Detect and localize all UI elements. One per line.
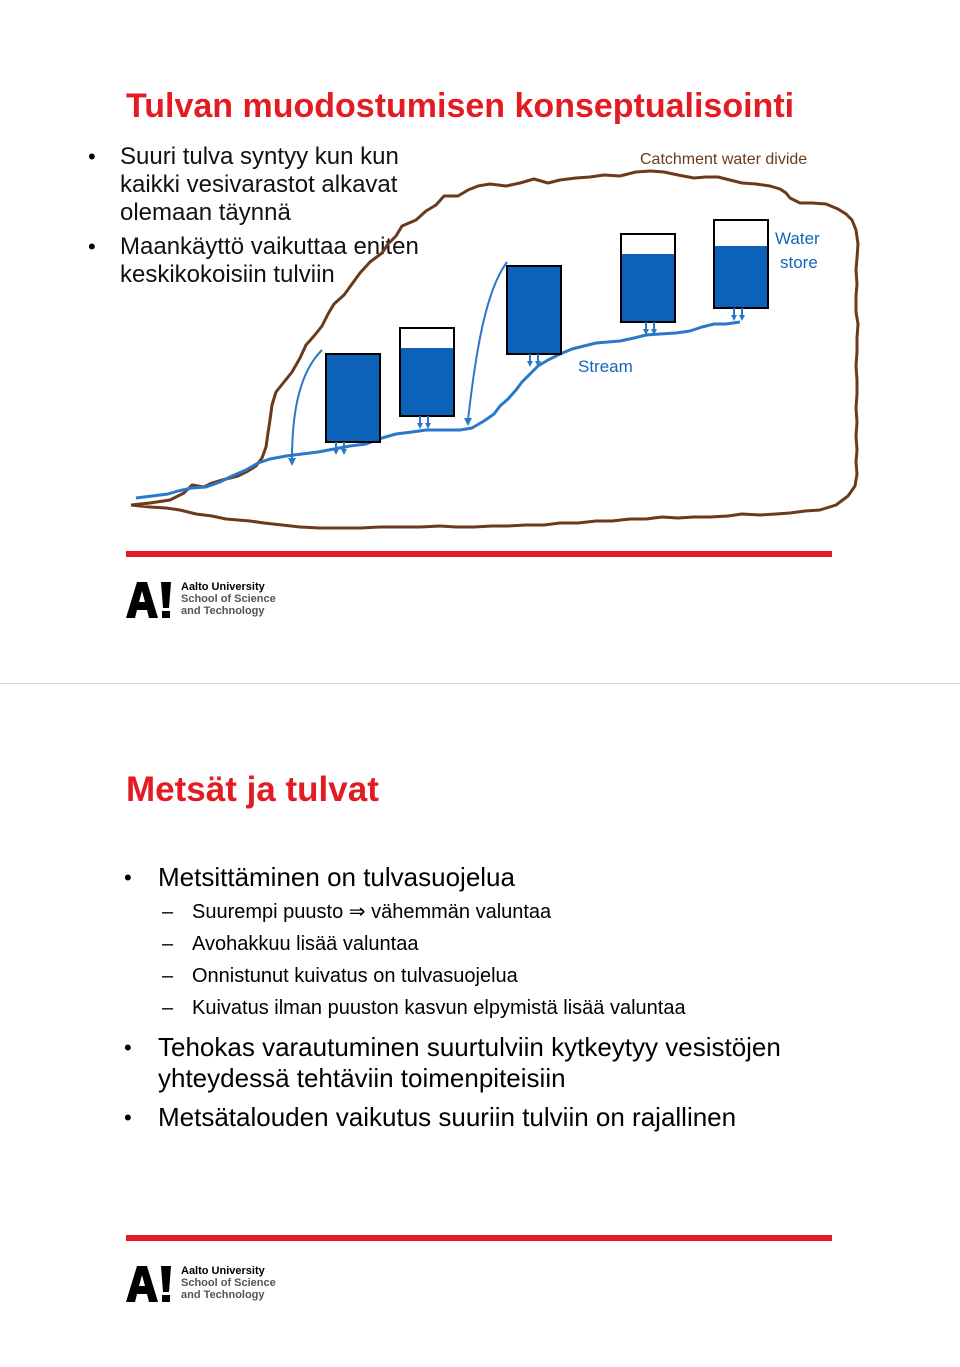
water-store xyxy=(714,220,768,321)
water-store xyxy=(400,328,454,429)
aalto-logo-mark xyxy=(126,1264,176,1304)
sub-bullet-list xyxy=(192,896,858,1024)
slide-2-bullet-list xyxy=(158,862,858,1141)
sub-bullet-item: – Suurempi puusto ⇒ vähemmän valuntaa xyxy=(192,896,858,928)
sub-bullet-item: – Kuivatus ilman puuston kasvun elpymistä lisää valuntaa xyxy=(192,992,858,1024)
aalto-logo-mark xyxy=(126,580,176,620)
water-store-label: store xyxy=(780,253,818,272)
footer-red-bar xyxy=(126,1235,832,1241)
logo-line: Aalto University xyxy=(181,1265,265,1277)
bullet-item: • Metsätalouden vaikutus suuriin tulviin on rajallinen xyxy=(158,1102,858,1133)
water-store xyxy=(326,354,380,455)
bullet-item: • Tehokas varautuminen suurtulviin kytkeytyy vesistöjen yhteydessä tehtäviin toimenpiteisiin xyxy=(158,1032,858,1094)
slide-1-title: Tulvan muodostumisen konseptualisointi xyxy=(126,87,795,125)
aalto-logo xyxy=(126,580,296,622)
bullet-item: • Suuri tulva syntyy kun kun kaikki vesivarastot alkavat olemaan täynnä xyxy=(120,143,430,227)
water-store xyxy=(507,266,561,367)
aalto-logo xyxy=(126,1264,296,1306)
sub-bullet-item: – Onnistunut kuivatus on tulvasuojelua xyxy=(192,960,858,992)
slide-2-title: Metsät ja tulvat xyxy=(126,770,379,809)
sub-bullet-item: – Avohakkuu lisää valuntaa xyxy=(192,928,858,960)
slide-1 xyxy=(0,0,960,683)
logo-line: and Technology xyxy=(181,605,265,617)
flow-arrow-head xyxy=(288,458,296,466)
logo-line: School of Science xyxy=(181,1277,276,1289)
logo-line: School of Science xyxy=(181,593,276,605)
water-stores xyxy=(326,220,768,455)
flow-arrow-head xyxy=(464,418,472,426)
flow-arrow xyxy=(468,262,507,420)
bullet-text: Metsittäminen on tulvasuojelua xyxy=(158,862,515,892)
bullet-item: • Maankäyttö vaikuttaa eniten keskikokoisiin tulviin xyxy=(120,233,430,289)
slide-2 xyxy=(0,684,960,1367)
logo-line: Aalto University xyxy=(181,581,265,593)
divide-label: Catchment water divide xyxy=(640,151,808,168)
logo-line: and Technology xyxy=(181,1289,265,1301)
water-store-label: Water xyxy=(775,229,820,248)
footer-red-bar xyxy=(126,551,832,557)
water-store xyxy=(621,234,675,335)
stream-label: Stream xyxy=(578,357,633,376)
bullet-item xyxy=(158,862,858,1024)
